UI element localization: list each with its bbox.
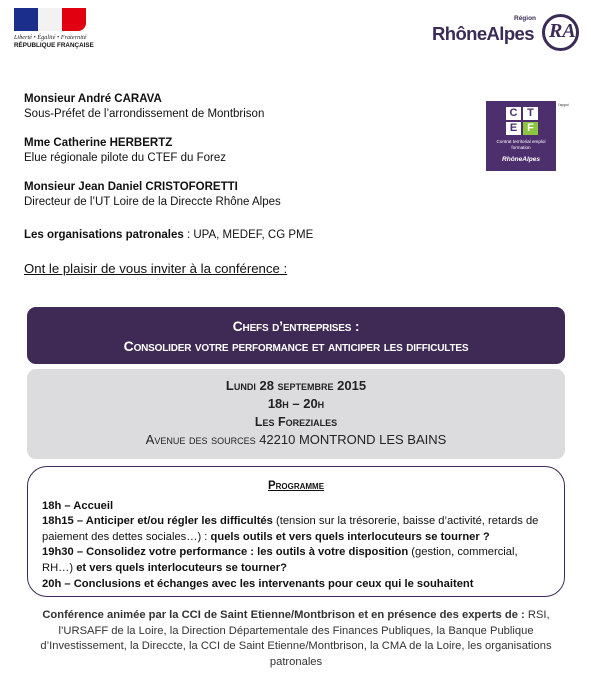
ra-region-label: Région [514,15,537,22]
hosts-list [24,92,464,224]
conference-title-line1: Chefs d’entreprises : [232,318,360,334]
ctef-caption: Contrat territorial emploi formation [496,139,546,150]
programme-item: 19h30 – Consolidez votre performance : les outils à votre disposition (gestion, commercial, RH…) et vers quels interlocuteurs se tourner? [42,546,518,574]
conference-title-line2: Consolider votre performance et anticiper les difficultes [123,338,469,354]
organisations-line [24,229,313,241]
host-name: Monsieur Jean Daniel CRISTOFORETTI [24,181,238,193]
ctef-appui: l'appui [558,103,569,107]
host-role: Elue régionale pilote du CTEF du Forez [24,152,226,164]
host-name: Monsieur André CARAVA [24,93,162,105]
ctef-letter-e: E [506,122,521,135]
host-role: Directeur de l’UT Loire de la Direccte Rhône Alpes [24,196,281,208]
programme-title: Programme [267,480,325,492]
ra-wordmark: RhôneAlpes [432,23,534,44]
republique-francaise-logo [14,8,94,49]
host-item [24,180,464,210]
event-address: Avenue des sources 42210 MONTROND LES BAINS [145,432,447,447]
ctef-letter-c: C [506,107,521,120]
programme-item: 18h15 – Anticiper et/ou régler les difficultés (tension sur la trésorerie, baisse d’activité, retards de paiement des dettes sociales…) : quels outils et vers quels interlocuteurs se tourner ? [42,515,539,543]
event-details-box [27,369,565,459]
rhone-alpes-logo [432,14,582,54]
ctef-logo [486,101,569,171]
event-time: 18h – 20h [267,396,325,411]
organisations-value: UPA, MEDEF, CG PME [193,229,314,241]
footer-bold: Conférence animée par la CCI de Saint Etienne/Montbrison et en présence des experts de : [42,609,525,621]
event-date: Lundi 28 septembre 2015 [225,378,367,393]
event-venue: Les Foreziales [254,415,338,429]
host-item [24,92,464,122]
rf-name: RÉPUBLIQUE FRANÇAISE [14,42,94,49]
marianne-flag-icon [14,8,86,31]
ctef-letter-grid [506,107,538,135]
host-name: Mme Catherine HERBERTZ [24,137,173,149]
host-item [24,136,464,166]
ctef-letter-f: F [523,122,538,135]
organisations-sep: : [183,229,194,241]
host-role: Sous-Préfet de l’arrondissement de Montbrison [24,108,265,120]
ra-monogram-icon: RA [542,14,579,51]
invitation-line: Ont le plaisir de vous inviter à la conférence : [24,261,288,276]
programme-box [27,466,565,597]
footer-rest: RSI, l’URSAFF de la Loire, la Direction Départementale des Finances Publiques, la Banque Publique d’Investissement, la Direccte, la CCI de Saint Etienne/Montbrison, la CMA de la Loire, les organisations patronales [40,609,552,668]
rf-motto: Liberté • Égalité • Fraternité [14,35,87,41]
footer-note [24,608,568,670]
ctef-region: RhôneAlpes [502,156,540,163]
organisations-label: Les organisations patronales [24,229,184,241]
programme-item: 20h – Conclusions et échanges avec les intervenants pour ceux qui le souhaitent [42,577,474,590]
conference-title-banner [27,307,565,364]
programme-item: 18h – Accueil [42,499,114,512]
ctef-letter-t: T [523,107,538,120]
